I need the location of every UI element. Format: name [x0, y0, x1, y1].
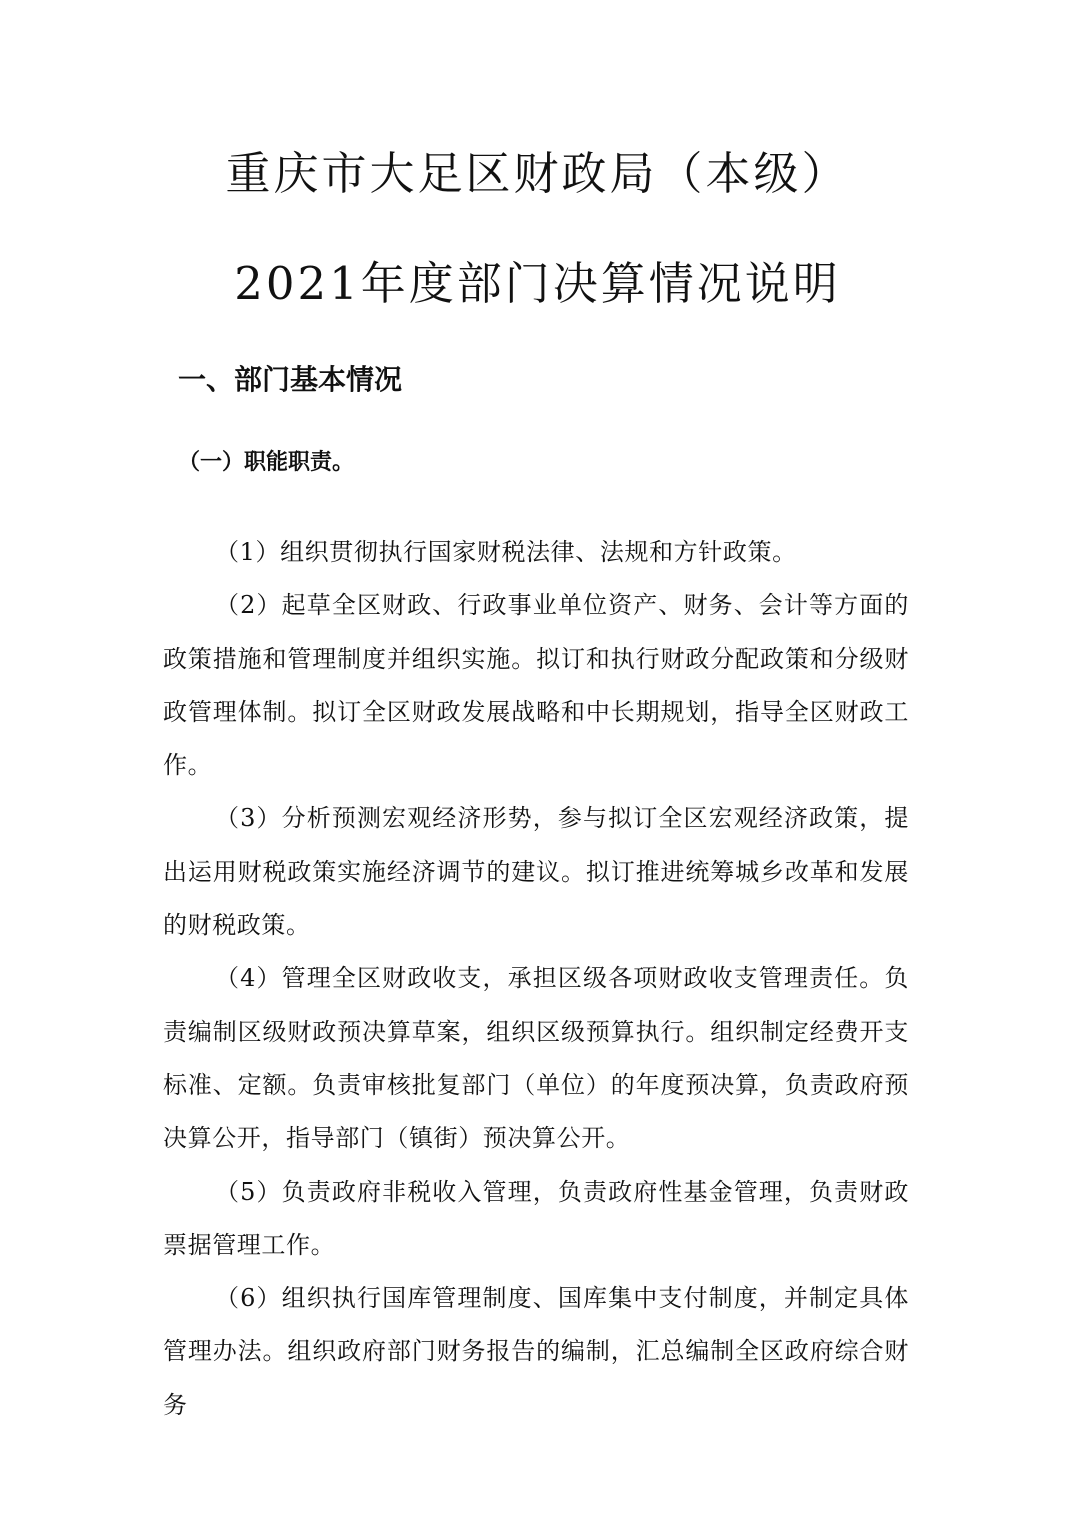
paragraph-2: （2）起草全区财政、行政事业单位资产、财务、会计等方面的政策措施和管理制度并组织实施。拟订和执行财政分配政策和分级财政管理体制。拟订全区财政发展战略和中长期规划，指导全区财政工作。	[163, 591, 909, 780]
section-heading: 一、部门基本情况	[178, 363, 403, 396]
document-title-line-2: 2021年度部门决算情况说明	[234, 257, 841, 310]
paragraph-1: （1）组织贯彻执行国家财税法律、法规和方针政策。	[215, 538, 797, 566]
paragraph-4: （4）管理全区财政收支，承担区级各项财政收支管理责任。负责编制区级财政预决算草案，组织区级预算执行。组织制定经费开支标准、定额。负责审核批复部门（单位）的年度预决算，负责政府预决算公开，指导部门（镇街）预决算公开。	[163, 964, 909, 1153]
paragraph-6: （6）组织执行国库管理制度、国库集中支付制度，并制定具体管理办法。组织政府部门财务报告的编制，汇总编制全区政府综合财务	[163, 1284, 909, 1419]
sub-heading: （一）职能职责。	[178, 450, 355, 475]
paragraph-3: （3）分析预测宏观经济形势，参与拟订全区宏观经济政策，提出运用财税政策实施经济调节的建议。拟订推进统筹城乡改革和发展的财税政策。	[163, 804, 909, 940]
body-text	[163, 526, 909, 1432]
paragraph-5: （5）负责政府非税收入管理，负责政府性基金管理，负责财政票据管理工作。	[163, 1177, 909, 1259]
document-title-line-1: 重庆市大足区财政局（本级）	[225, 147, 850, 200]
